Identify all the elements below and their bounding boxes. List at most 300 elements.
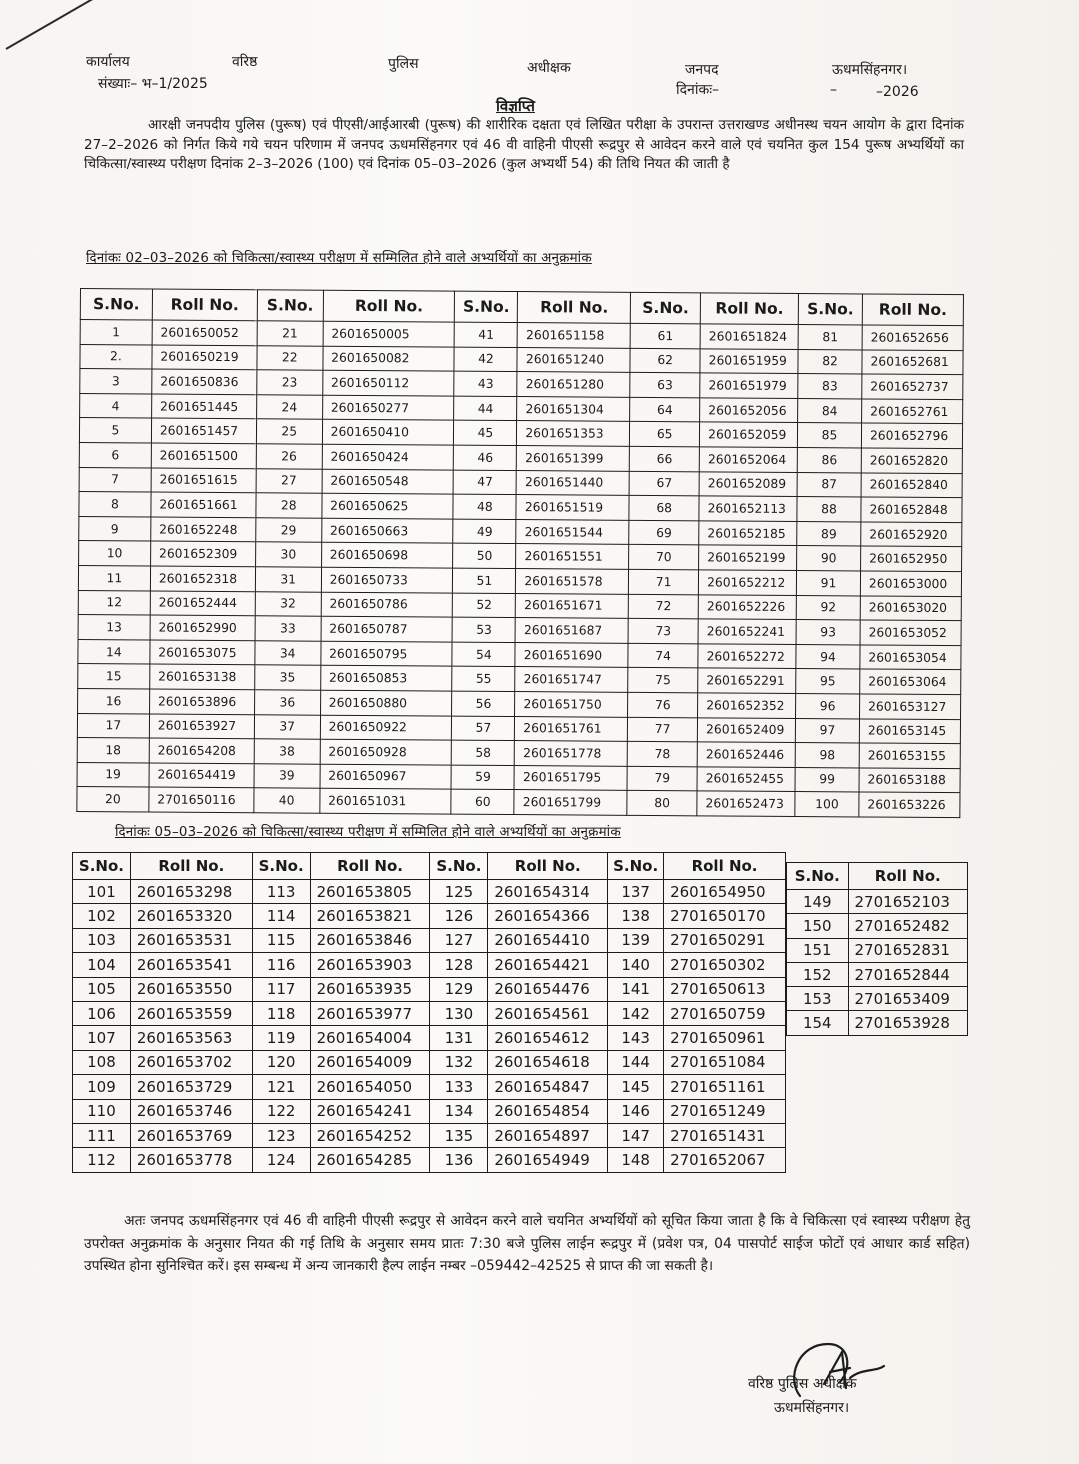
serial-number-cell: 88 xyxy=(797,497,861,522)
roll-number-cell: 2601653000 xyxy=(860,571,961,596)
serial-number-cell: 38 xyxy=(254,739,320,764)
roll-number-cell: 2601654366 xyxy=(488,904,608,928)
roll-number-cell: 2601650410 xyxy=(322,420,454,446)
roll-number-cell: 2601651500 xyxy=(151,443,256,468)
roll-number-cell: 2601653778 xyxy=(130,1148,252,1172)
roll-number-cell: 2601654252 xyxy=(310,1123,430,1147)
sno-header: S.No. xyxy=(73,853,131,880)
serial-number-cell: 119 xyxy=(252,1026,310,1050)
letter-number: संख्याः– भ–1/2025 xyxy=(98,76,208,92)
serial-number-cell: 20 xyxy=(77,787,149,812)
serial-number-cell: 47 xyxy=(454,470,517,495)
roll-number-cell: 2601652318 xyxy=(150,566,255,591)
serial-number-cell: 124 xyxy=(252,1148,310,1172)
serial-number-cell: 116 xyxy=(252,953,310,977)
serial-number-cell: 117 xyxy=(252,977,310,1001)
serial-number-cell: 91 xyxy=(796,570,860,595)
serial-number-cell: 71 xyxy=(629,569,699,594)
serial-number-cell: 153 xyxy=(787,987,849,1011)
roll-number-cell: 2701650302 xyxy=(664,953,786,977)
roll-number-cell: 2601651761 xyxy=(515,716,628,741)
serial-number-cell: 33 xyxy=(255,616,321,641)
table-row xyxy=(787,1011,968,1035)
roll-number-cell: 2601653935 xyxy=(310,977,430,1001)
roll-number-cell: 2601652185 xyxy=(699,521,797,546)
serial-number-cell: 151 xyxy=(787,938,849,962)
roll-number-cell: 2701650759 xyxy=(664,1001,786,1025)
roll-number-cell: 2601651304 xyxy=(517,396,630,421)
serial-number-cell: 140 xyxy=(608,953,664,977)
serial-number-cell: 39 xyxy=(254,763,320,788)
roll-number-cell: 2601653805 xyxy=(310,880,430,904)
table-row xyxy=(73,1099,786,1123)
roll-number-cell: 2601654009 xyxy=(310,1050,430,1074)
roll-number-cell: 2601650277 xyxy=(322,395,454,421)
roll-number-cell: 2601652681 xyxy=(862,350,963,375)
roll-number-cell: 2601650625 xyxy=(322,493,454,519)
serial-number-cell: 1 xyxy=(80,320,152,345)
serial-number-cell: 58 xyxy=(452,740,515,765)
table-row xyxy=(73,1123,786,1147)
roll-number-cell: 2601652272 xyxy=(698,644,796,669)
roll-number-cell: 2601653155 xyxy=(859,743,960,768)
serial-number-cell: 12 xyxy=(78,590,150,615)
serial-number-cell: 46 xyxy=(454,445,517,470)
serial-number-cell: 97 xyxy=(795,718,859,743)
serial-number-cell: 14 xyxy=(78,639,150,664)
roll-number-cell: 2601650922 xyxy=(320,715,452,741)
serial-number-cell: 141 xyxy=(608,977,664,1001)
serial-number-cell: 128 xyxy=(430,953,488,977)
roll-number-cell: 2601653903 xyxy=(310,953,430,977)
serial-number-cell: 82 xyxy=(798,349,862,374)
serial-number-cell: 144 xyxy=(608,1050,664,1074)
corner-stroke xyxy=(6,0,102,50)
serial-number-cell: 96 xyxy=(796,693,860,718)
roll-number-cell: 2601654949 xyxy=(488,1148,608,1172)
serial-number-cell: 90 xyxy=(797,546,861,571)
roll-number-cell: 2601653145 xyxy=(859,718,960,743)
roll-number-cell: 2601650733 xyxy=(321,567,453,593)
serial-number-cell: 50 xyxy=(453,543,516,568)
serial-number-cell: 83 xyxy=(798,374,862,399)
header-word-district-name: ऊधमसिंहनगर। xyxy=(832,62,908,78)
serial-number-cell: 92 xyxy=(796,595,860,620)
footer-paragraph xyxy=(84,1210,970,1278)
serial-number-cell: 110 xyxy=(73,1099,131,1123)
roll-number-cell: 2601653550 xyxy=(130,977,252,1001)
roll-number-cell: 2701653409 xyxy=(848,987,967,1011)
table-row xyxy=(73,1026,786,1050)
serial-number-cell: 72 xyxy=(628,594,698,619)
serial-number-cell: 44 xyxy=(454,396,517,421)
serial-number-cell: 154 xyxy=(787,1011,849,1035)
footer-text: अतः जनपद ऊधमसिंहनगर एवं 46 वी वाहिनी पीएसी रूद्रपुर से आवेदन करने वाले चयनित अभ्यर्थियों को सूचित किया जाता है कि वे चिकित्सा एवं स्वास्थ्य परीक्षण हेतु उपरोक्त अनुक्रमांक के अनुसार नियत की गई तिथि के अनुसार समय प्रातः 7:30 बजे पुलिस लाईन रूद्रपुर में (प्रवेश पत्र, 04 पासपोर्ट साईज फोटों एवं आधार कार्ड सहित) उपस्थित होना सुनिश्चित करें। इस सम्बन्ध में अन्य जानकारी हैल्प लाईन नम्बर –059442–42525 से प्राप्त की जा सकती है। xyxy=(84,1213,970,1274)
roll-number-cell: 2601651750 xyxy=(515,691,628,716)
serial-number-cell: 114 xyxy=(252,904,310,928)
roll-number-cell: 2601652820 xyxy=(861,448,962,473)
serial-number-cell: 84 xyxy=(798,398,862,423)
roll-number-cell: 2701652831 xyxy=(848,938,967,962)
table-row xyxy=(73,1075,786,1099)
roll-number-cell: 2701650170 xyxy=(664,904,786,928)
roll-number-cell: 2601653226 xyxy=(859,792,960,817)
serial-number-cell: 59 xyxy=(451,765,514,790)
table-row xyxy=(73,904,786,928)
roll-number-cell: 2601653127 xyxy=(860,694,961,719)
serial-number-cell: 139 xyxy=(608,928,664,952)
roll-number-cell: 2601651979 xyxy=(700,373,798,398)
roll-number-cell: 2601652113 xyxy=(699,496,797,521)
roll-header: Roll No. xyxy=(130,853,252,880)
serial-number-cell: 104 xyxy=(73,953,131,977)
serial-number-cell: 10 xyxy=(79,541,151,566)
sno-header: S.No. xyxy=(631,292,701,323)
serial-number-cell: 120 xyxy=(252,1050,310,1074)
roll-number-cell: 2701652103 xyxy=(848,890,967,914)
roll-number-cell: 2601652455 xyxy=(697,767,795,792)
serial-number-cell: 99 xyxy=(795,767,859,792)
intro-paragraph xyxy=(84,116,964,175)
serial-number-cell: 51 xyxy=(453,568,516,593)
table-header-row xyxy=(73,853,786,880)
serial-number-cell: 34 xyxy=(255,640,321,665)
serial-number-cell: 146 xyxy=(608,1099,664,1123)
sno-header: S.No. xyxy=(252,853,310,880)
roll-number-cell: 2601650005 xyxy=(323,321,455,347)
roll-number-cell: 2601653927 xyxy=(149,713,254,738)
serial-number-cell: 29 xyxy=(256,517,322,542)
serial-number-cell: 129 xyxy=(430,977,488,1001)
roll-number-cell: 2601650082 xyxy=(323,346,455,372)
roll-number-cell: 2601652840 xyxy=(861,473,962,498)
serial-number-cell: 150 xyxy=(787,914,849,938)
serial-number-cell: 126 xyxy=(430,904,488,928)
serial-number-cell: 130 xyxy=(430,1001,488,1025)
table-row xyxy=(73,977,786,1001)
roll-number-cell: 2601653064 xyxy=(860,669,961,694)
serial-number-cell: 87 xyxy=(797,472,861,497)
roll-table-march-05-extra xyxy=(786,862,968,1036)
roll-number-cell: 2601651778 xyxy=(515,741,628,766)
serial-number-cell: 13 xyxy=(78,615,150,640)
roll-number-cell: 2601653320 xyxy=(130,904,252,928)
section1-caption: दिनांकः 02–03–2026 को चिकित्सा/स्वास्थ्य परीक्षण में सम्मिलित होने वाले अभ्यर्थियों का अनुक्रमांक xyxy=(86,251,592,266)
roll-number-cell: 2601652409 xyxy=(698,717,796,742)
serial-number-cell: 53 xyxy=(453,617,516,642)
serial-number-cell: 101 xyxy=(73,880,131,904)
roll-number-cell: 2601651440 xyxy=(516,470,629,495)
roll-number-cell: 2601650928 xyxy=(320,739,452,765)
roll-number-cell: 2601652737 xyxy=(862,374,963,399)
roll-number-cell: 2601651158 xyxy=(517,323,630,348)
serial-number-cell: 73 xyxy=(628,618,698,643)
roll-number-cell: 2601654004 xyxy=(310,1026,430,1050)
roll-number-cell: 2601653054 xyxy=(860,645,961,670)
roll-number-cell: 2601651799 xyxy=(514,790,627,815)
roll-number-cell: 2601651544 xyxy=(516,519,629,544)
table-row xyxy=(787,987,968,1011)
serial-number-cell: 11 xyxy=(78,565,150,590)
serial-number-cell: 35 xyxy=(254,665,320,690)
roll-number-cell: 2601653559 xyxy=(130,1001,252,1025)
serial-number-cell: 149 xyxy=(787,890,849,914)
serial-number-cell: 103 xyxy=(73,928,131,952)
serial-number-cell: 40 xyxy=(254,788,320,813)
roll-header: Roll No. xyxy=(323,290,455,322)
roll-number-cell: 2601651795 xyxy=(514,765,627,790)
roll-number-cell: 2601650786 xyxy=(321,592,453,618)
roll-number-cell: 2601654050 xyxy=(310,1075,430,1099)
serial-number-cell: 24 xyxy=(256,395,322,420)
roll-number-cell: 2701650291 xyxy=(664,928,786,952)
roll-number-cell: 2601651399 xyxy=(517,446,630,471)
serial-number-cell: 8 xyxy=(79,492,151,517)
roll-number-cell: 2601652089 xyxy=(699,471,797,496)
roll-number-cell: 2601650219 xyxy=(152,345,257,370)
roll-number-cell: 2601652473 xyxy=(697,791,795,816)
serial-number-cell: 79 xyxy=(627,766,697,791)
serial-number-cell: 136 xyxy=(430,1148,488,1172)
header-word-senior: वरिष्ठ xyxy=(232,54,258,70)
roll-number-cell: 2601652248 xyxy=(151,517,256,542)
roll-number-cell: 2601651747 xyxy=(515,667,628,692)
table-row xyxy=(73,953,786,977)
roll-number-cell: 2701653928 xyxy=(848,1011,967,1035)
serial-number-cell: 48 xyxy=(453,494,516,519)
serial-number-cell: 28 xyxy=(256,493,322,518)
roll-number-cell: 2601652212 xyxy=(699,570,797,595)
roll-number-cell: 2601652761 xyxy=(862,399,963,424)
roll-number-cell: 2701650961 xyxy=(664,1026,786,1050)
serial-number-cell: 62 xyxy=(630,348,700,373)
roll-number-cell: 2601653729 xyxy=(130,1075,252,1099)
roll-number-cell: 2601651959 xyxy=(700,348,798,373)
serial-number-cell: 105 xyxy=(73,977,131,1001)
table-row xyxy=(787,938,968,962)
roll-number-cell: 2601653298 xyxy=(130,880,252,904)
roll-number-cell: 2601650795 xyxy=(321,641,453,667)
roll-number-cell: 2601653020 xyxy=(860,595,961,620)
serial-number-cell: 100 xyxy=(795,792,859,817)
serial-number-cell: 45 xyxy=(454,420,517,445)
roll-number-cell: 2601654561 xyxy=(488,1001,608,1025)
roll-number-cell: 2601654208 xyxy=(149,738,254,763)
roll-number-cell: 2601654314 xyxy=(488,880,608,904)
serial-number-cell: 61 xyxy=(630,323,700,348)
roll-number-cell: 2601651031 xyxy=(320,788,452,814)
roll-number-cell: 2601653541 xyxy=(130,953,252,977)
table-header-row xyxy=(787,863,968,890)
roll-number-cell: 2601651240 xyxy=(517,347,630,372)
serial-number-cell: 36 xyxy=(254,690,320,715)
roll-number-cell: 2601653702 xyxy=(130,1050,252,1074)
roll-header: Roll No. xyxy=(518,292,631,324)
serial-number-cell: 152 xyxy=(787,962,849,986)
sno-header: S.No. xyxy=(787,863,849,890)
serial-number-cell: 78 xyxy=(627,741,697,766)
roll-number-cell: 2601652056 xyxy=(700,398,798,423)
serial-number-cell: 52 xyxy=(453,593,516,618)
roll-number-cell: 2601651519 xyxy=(516,495,629,520)
roll-number-cell: 2601652656 xyxy=(862,325,963,350)
roll-number-cell: 2601650424 xyxy=(322,444,454,470)
serial-number-cell: 123 xyxy=(252,1123,310,1147)
roll-number-cell: 2601650853 xyxy=(320,666,452,692)
roll-number-cell: 2701652844 xyxy=(848,962,967,986)
table-row xyxy=(73,1001,786,1025)
sno-header: S.No. xyxy=(80,289,152,321)
serial-number-cell: 3 xyxy=(80,369,152,394)
roll-number-cell: 2601653052 xyxy=(860,620,961,645)
serial-number-cell: 81 xyxy=(798,325,862,350)
section2-caption: दिनांकः 05–03–2026 को चिकित्सा/स्वास्थ्य परीक्षण में सम्मिलित होने वाले अभ्यर्थियों का अनुक्रमांक xyxy=(115,825,621,840)
roll-number-cell: 2601650698 xyxy=(321,543,453,569)
roll-number-cell: 2601651578 xyxy=(516,568,629,593)
roll-number-cell: 2701650613 xyxy=(664,977,786,1001)
roll-number-cell: 2601651551 xyxy=(516,544,629,569)
roll-number-cell: 2601653896 xyxy=(149,689,254,714)
roll-header: Roll No. xyxy=(310,853,430,880)
roll-number-cell: 2601650836 xyxy=(152,369,257,394)
serial-number-cell: 108 xyxy=(73,1050,131,1074)
serial-number-cell: 32 xyxy=(255,591,321,616)
roll-number-cell: 2601650787 xyxy=(321,616,453,642)
roll-number-cell: 2601651353 xyxy=(517,421,630,446)
roll-number-cell: 2601652446 xyxy=(697,742,795,767)
table-row xyxy=(73,928,786,952)
roll-number-cell: 2601652241 xyxy=(698,619,796,644)
sno-header: S.No. xyxy=(455,291,518,322)
roll-number-cell: 2601651690 xyxy=(515,642,628,667)
serial-number-cell: 16 xyxy=(78,688,150,713)
roll-number-cell: 2601650052 xyxy=(152,320,257,345)
roll-number-cell: 2601654421 xyxy=(488,953,608,977)
serial-number-cell: 54 xyxy=(452,642,515,667)
serial-number-cell: 63 xyxy=(630,373,700,398)
serial-number-cell: 76 xyxy=(628,692,698,717)
notice-title: विज्ञप्ति xyxy=(496,97,535,115)
serial-number-cell: 17 xyxy=(77,713,149,738)
roll-number-cell: 2601652199 xyxy=(699,545,797,570)
signatory-district: ऊधमसिंहनगर। xyxy=(774,1400,850,1416)
serial-number-cell: 19 xyxy=(77,762,149,787)
serial-number-cell: 22 xyxy=(257,345,323,370)
serial-number-cell: 135 xyxy=(430,1123,488,1147)
sno-header: S.No. xyxy=(798,294,862,325)
serial-number-cell: 95 xyxy=(796,669,860,694)
sno-header: S.No. xyxy=(608,853,664,880)
roll-number-cell: 2701651161 xyxy=(664,1075,786,1099)
roll-table-march-05 xyxy=(72,852,786,1173)
roll-number-cell: 2601654612 xyxy=(488,1026,608,1050)
serial-number-cell: 143 xyxy=(608,1026,664,1050)
date-label: दिनांकः– xyxy=(676,82,720,98)
table-row xyxy=(73,1050,786,1074)
roll-number-cell: 2601652848 xyxy=(861,497,962,522)
serial-number-cell: 6 xyxy=(79,442,151,467)
sno-header: S.No. xyxy=(430,853,488,880)
roll-number-cell: 2601652950 xyxy=(861,546,962,571)
roll-number-cell: 2601652226 xyxy=(698,594,796,619)
table-row xyxy=(787,890,968,914)
serial-number-cell: 148 xyxy=(608,1148,664,1172)
serial-number-cell: 64 xyxy=(630,397,700,422)
roll-number-cell: 2601653746 xyxy=(130,1099,252,1123)
serial-number-cell: 69 xyxy=(629,520,699,545)
roll-number-cell: 2601652990 xyxy=(150,615,255,640)
serial-number-cell: 133 xyxy=(430,1075,488,1099)
serial-number-cell: 115 xyxy=(252,928,310,952)
roll-number-cell: 2601653769 xyxy=(130,1123,252,1147)
serial-number-cell: 55 xyxy=(452,666,515,691)
serial-number-cell: 86 xyxy=(797,447,861,472)
serial-number-cell: 70 xyxy=(629,545,699,570)
roll-number-cell: 2601651457 xyxy=(151,418,256,443)
roll-number-cell: 2601651445 xyxy=(151,394,256,419)
header-word-office: कार्यालय xyxy=(86,54,130,70)
roll-number-cell: 2601654897 xyxy=(488,1123,608,1147)
roll-number-cell: 2701651084 xyxy=(664,1050,786,1074)
serial-number-cell: 111 xyxy=(73,1123,131,1147)
serial-number-cell: 137 xyxy=(608,880,664,904)
roll-number-cell: 2601652064 xyxy=(699,447,797,472)
serial-number-cell: 131 xyxy=(430,1026,488,1050)
serial-number-cell: 121 xyxy=(252,1075,310,1099)
roll-number-cell: 2601651824 xyxy=(700,324,798,349)
roll-number-cell: 2701650116 xyxy=(149,787,254,812)
serial-number-cell: 77 xyxy=(628,717,698,742)
roll-number-cell: 2701652067 xyxy=(664,1148,786,1172)
roll-table-march-02 xyxy=(76,288,964,818)
roll-number-cell: 2601654847 xyxy=(488,1075,608,1099)
serial-number-cell: 125 xyxy=(430,880,488,904)
serial-number-cell: 145 xyxy=(608,1075,664,1099)
serial-number-cell: 74 xyxy=(628,643,698,668)
roll-number-cell: 2601650548 xyxy=(322,469,454,495)
serial-number-cell: 23 xyxy=(257,370,323,395)
roll-number-cell: 2601653075 xyxy=(150,640,255,665)
roll-number-cell: 2601650112 xyxy=(322,370,454,396)
roll-header: Roll No. xyxy=(848,863,967,890)
serial-number-cell: 30 xyxy=(255,542,321,567)
roll-number-cell: 2601651615 xyxy=(151,468,256,493)
serial-number-cell: 85 xyxy=(797,423,861,448)
serial-number-cell: 102 xyxy=(73,904,131,928)
serial-number-cell: 118 xyxy=(252,1001,310,1025)
roll-header: Roll No. xyxy=(664,853,786,880)
roll-number-cell: 2601652309 xyxy=(150,541,255,566)
roll-number-cell: 2601654241 xyxy=(310,1099,430,1123)
roll-number-cell: 2601652920 xyxy=(861,522,962,547)
serial-number-cell: 5 xyxy=(79,418,151,443)
serial-number-cell: 31 xyxy=(255,567,321,592)
serial-number-cell: 109 xyxy=(73,1075,131,1099)
roll-number-cell: 2601653531 xyxy=(130,928,252,952)
signatory-designation: वरिष्ठ पुलिस अधीक्षक xyxy=(748,1376,857,1392)
roll-header: Roll No. xyxy=(152,289,257,321)
serial-number-cell: 65 xyxy=(630,422,700,447)
serial-number-cell: 2. xyxy=(80,344,152,369)
serial-number-cell: 112 xyxy=(73,1148,131,1172)
roll-number-cell: 2601652796 xyxy=(861,423,962,448)
roll-number-cell: 2601653188 xyxy=(859,768,960,793)
serial-number-cell: 57 xyxy=(452,716,515,741)
serial-number-cell: 15 xyxy=(78,664,150,689)
roll-number-cell: 2601650663 xyxy=(321,518,453,544)
roll-header: Roll No. xyxy=(700,293,798,325)
roll-number-cell: 2701652482 xyxy=(848,914,967,938)
